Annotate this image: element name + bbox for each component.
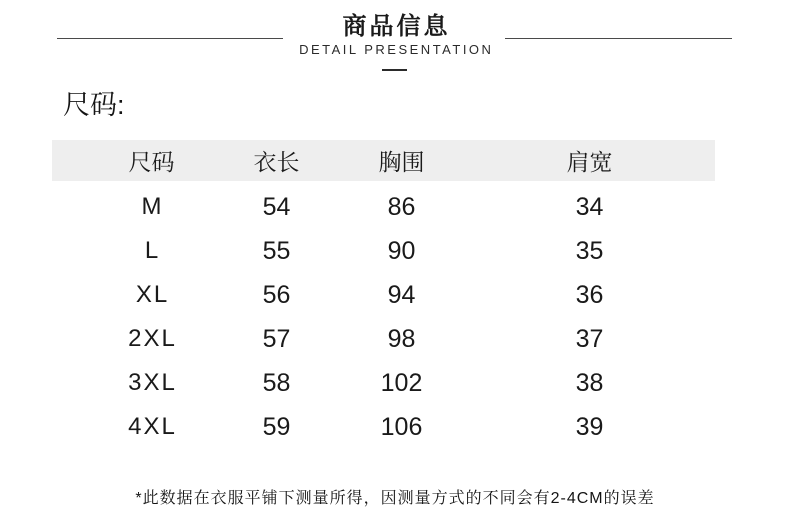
header-divider-right xyxy=(505,38,732,39)
size-table xyxy=(52,140,715,449)
column-header-bust: 胸围 xyxy=(378,149,425,175)
size-section-label: 尺码: xyxy=(63,90,125,120)
column-header-shoulder: 肩宽 xyxy=(566,149,613,175)
size-cell: L xyxy=(144,237,161,264)
size-cell: 4XL xyxy=(128,413,177,440)
page-title: 商品信息 xyxy=(342,13,451,40)
value-cell: 98 xyxy=(387,324,416,353)
value-cell: 94 xyxy=(387,280,416,309)
value-cell: 35 xyxy=(575,236,604,265)
size-cell: 3XL xyxy=(128,369,177,396)
value-cell: 102 xyxy=(380,368,423,397)
table-row xyxy=(52,185,715,229)
table-row xyxy=(52,273,715,317)
value-cell: 86 xyxy=(387,192,416,221)
value-cell: 36 xyxy=(575,280,604,309)
size-cell: XL xyxy=(135,281,170,308)
value-cell: 54 xyxy=(262,192,291,221)
value-cell: 39 xyxy=(575,412,604,441)
value-cell: 34 xyxy=(575,192,604,221)
table-row xyxy=(52,361,715,405)
value-cell: 56 xyxy=(262,280,291,309)
column-header-length: 衣长 xyxy=(253,149,300,175)
table-row xyxy=(52,229,715,273)
measurement-footnote: *此数据在衣服平铺下测量所得，因测量方式的不同会有2-4CM的误差 xyxy=(135,490,655,507)
value-cell: 58 xyxy=(262,368,291,397)
page-subtitle: DETAIL PRESENTATION xyxy=(299,42,494,57)
value-cell: 38 xyxy=(575,368,604,397)
size-table-body xyxy=(52,185,715,449)
size-cell: M xyxy=(141,193,164,220)
header-divider-left xyxy=(57,38,283,39)
value-cell: 57 xyxy=(262,324,291,353)
size-cell: 2XL xyxy=(128,325,177,352)
size-table-header-row xyxy=(52,140,715,181)
table-row xyxy=(52,405,715,449)
value-cell: 55 xyxy=(262,236,291,265)
table-row xyxy=(52,317,715,361)
value-cell: 106 xyxy=(380,412,423,441)
title-underline xyxy=(382,69,407,71)
column-header-size: 尺码 xyxy=(128,149,175,175)
value-cell: 37 xyxy=(575,324,604,353)
value-cell: 59 xyxy=(262,412,291,441)
value-cell: 90 xyxy=(387,236,416,265)
